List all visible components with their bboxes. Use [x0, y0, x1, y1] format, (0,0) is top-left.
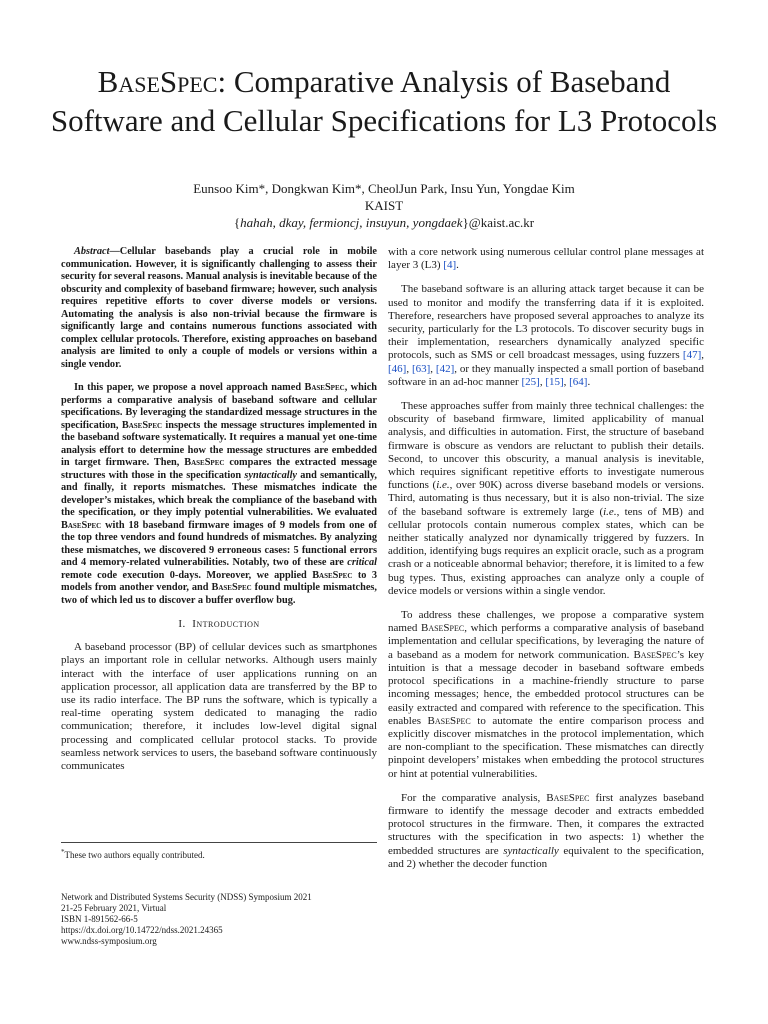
- conference-isbn: ISBN 1-891562-66-5: [61, 914, 138, 924]
- paper-title: [40, 62, 728, 140]
- abstract-label: Abstract: [74, 246, 110, 257]
- affiliation: KAIST: [364, 198, 404, 213]
- conference-name: Network and Distributed Systems Security (NDSS) Symposium 2021: [61, 892, 312, 902]
- title-line-1: BaseSpec: Comparative Analysis of Baseband: [97, 64, 671, 99]
- conference-info: [61, 892, 381, 947]
- right-paragraph-1: The baseband software is an alluring attack target because it can be used to monitor and modify the transferring data if it is exploited. Therefore, researchers have proposed several approaches to analyze its security, particularly for the L3 protocols. To discover security bugs in their implementation, researchers dynamically analyzed specific protocols, such as SMS or cell broadcast messages, using fuzzers [47], [46], [63], [42], or they manually inspected a small portion of baseband software in an ad-hoc manner [25], [15], [64].: [388, 283, 705, 388]
- title-line-2: Software and Cellular Specifications for L3 Protocols: [50, 103, 718, 138]
- conference-dates: 21-25 February 2021, Virtual: [61, 903, 167, 913]
- conference-website-link[interactable]: www.ndss-symposium.org: [61, 936, 157, 946]
- left-column: [61, 246, 377, 784]
- right-paragraph-3: To address these challenges, we propose a comparative system named BaseSpec, which performs a comparative analysis of baseband implementation and cellular specifications, by leveraging the nature of a baseband as a modem for network communication. BaseSpec’s key intuition is that a message decoder in baseband software embeds protocol specifications in a machine-friendly structure to parse incoming messages; hence, the embedded protocol structures can be easily extracted and compared with reference to the specification. This enables BaseSpec to automate the entire comparison process and explicitly discover mismatches in the protocol implementation, which are non-compliant to the specification. These mismatches can directly pinpoint developers’ mistakes when embedding the protocol structures or hint at potential vulnerabilities.: [388, 609, 704, 780]
- intro-paragraph-1: A baseband processor (BP) of cellular devices such as smartphones plays an important role in cellular networks. Although users mainly interact with the interface of user applications running on an application processor, all application data are transferred by the BP to use its radio interface. The BP runs the software, which is typically a real-time operating system dedicated to managing the radio communication; therefore, it includes low-level digital signal processing and complicated cellular protocol stacks. To provide seamless network services to users, the baseband software continuously communicates: [61, 641, 377, 773]
- author-block: [40, 180, 728, 231]
- section-heading: I. Introduction: [178, 618, 260, 630]
- author-emails: {hahah, dkay, fermioncj, insuyun, yongdaek}@kaist.ac.kr: [233, 215, 535, 230]
- right-paragraph-4: For the comparative analysis, BaseSpec first analyzes baseband firmware to identify the message decoder and extracts embedded protocol structures in the firmware. Then, it compares the extracted structures with the specification in two aspects: 1) whether the embedded structures are syntactically equivalent to the specification, and 2) whether the decoder function: [388, 791, 704, 870]
- abstract-text-1: —Cellular basebands play a crucial role in mobile communication. However, it is significantly challenging to assess their security for several reasons. Manual analysis is inevitable because of the obscurity and complexity of baseband firmware; however, such analysis requires repetitive efforts to cover diverse models or versions. Automating the analysis is also non-trivial because the firmware is significantly large and contains numerous functions associated with complex cellular protocols. Therefore, existing approaches on baseband analysis are limited to only a couple of models or versions within a single vendor.: [61, 246, 377, 370]
- abstract-paragraph-1: [61, 246, 377, 371]
- footnote-divider: [61, 842, 377, 843]
- author-list: Eunsoo Kim*, Dongkwan Kim*, CheolJun Park, Insu Yun, Yongdae Kim: [193, 181, 575, 196]
- conference-doi-link[interactable]: https://dx.doi.org/10.14722/ndss.2021.24365: [61, 925, 223, 935]
- footnote: *These two authors equally contributed.: [61, 848, 205, 860]
- right-paragraph-2: These approaches suffer from mainly three technical challenges: the obscurity of baseband firmware, limited applicability of manual analysis, and difficulties in automation. First, the structure of baseband firmware is obscure as vendors are reluctant to publish their details. Second, to uncover this obscurity, a manual analysis is inevitable, which requires significant repetitive efforts to investigate numerous functions (i.e., over 90K) across diverse baseband models or versions. Third, automating is thus necessary, but it is also non-trivial. The size of the baseband software is extremely large (i.e., tens of MB) and cellular protocols contain numerous complex states, which can be neither statically analyzed nor dynamically triggered by fuzzers. In addition, identifying bugs requires an explicit oracle, such as a program crash or a noticeable abnormal behavior; therefore, it is limited to a few bug types. Thus, existing approaches can analyze only a couple of device models or versions within a single vendor.: [388, 400, 704, 597]
- abstract-paragraph-2: In this paper, we propose a novel approach named BaseSpec, which performs a comparative analysis of baseband software and cellular specifications. By leveraging the standardized message structures in the specification, BaseSpec inspects the message structures implemented in the baseband software systematically. It requires a manual yet one-time analysis effort to determine how the message structures are embedded in target firmware. Then, BaseSpec compares the extracted message structures with those in the specification syntactically and semantically, and finally, it reports mismatches. These mismatches indicate the developer’s mistakes, which break the compliance of the baseband with the specification, or they imply potential vulnerabilities. We evaluated BaseSpec with 18 baseband firmware images of 9 models from one of the top three vendors and found hundreds of mismatches. By analyzing these mismatches, we discovered 9 erroneous cases: 5 functional errors and 4 memory-related vulnerabilities. Notably, two of these are critical remote code execution 0-days. Moreover, we applied BaseSpec to 3 models from another vendor, and BaseSpec found multiple mismatches, two of which led us to discover a buffer overflow bug.: [61, 382, 378, 606]
- right-paragraph-0: with a core network using numerous cellular control plane messages at layer 3 (L3) [4].: [388, 246, 704, 272]
- right-column: [388, 246, 704, 882]
